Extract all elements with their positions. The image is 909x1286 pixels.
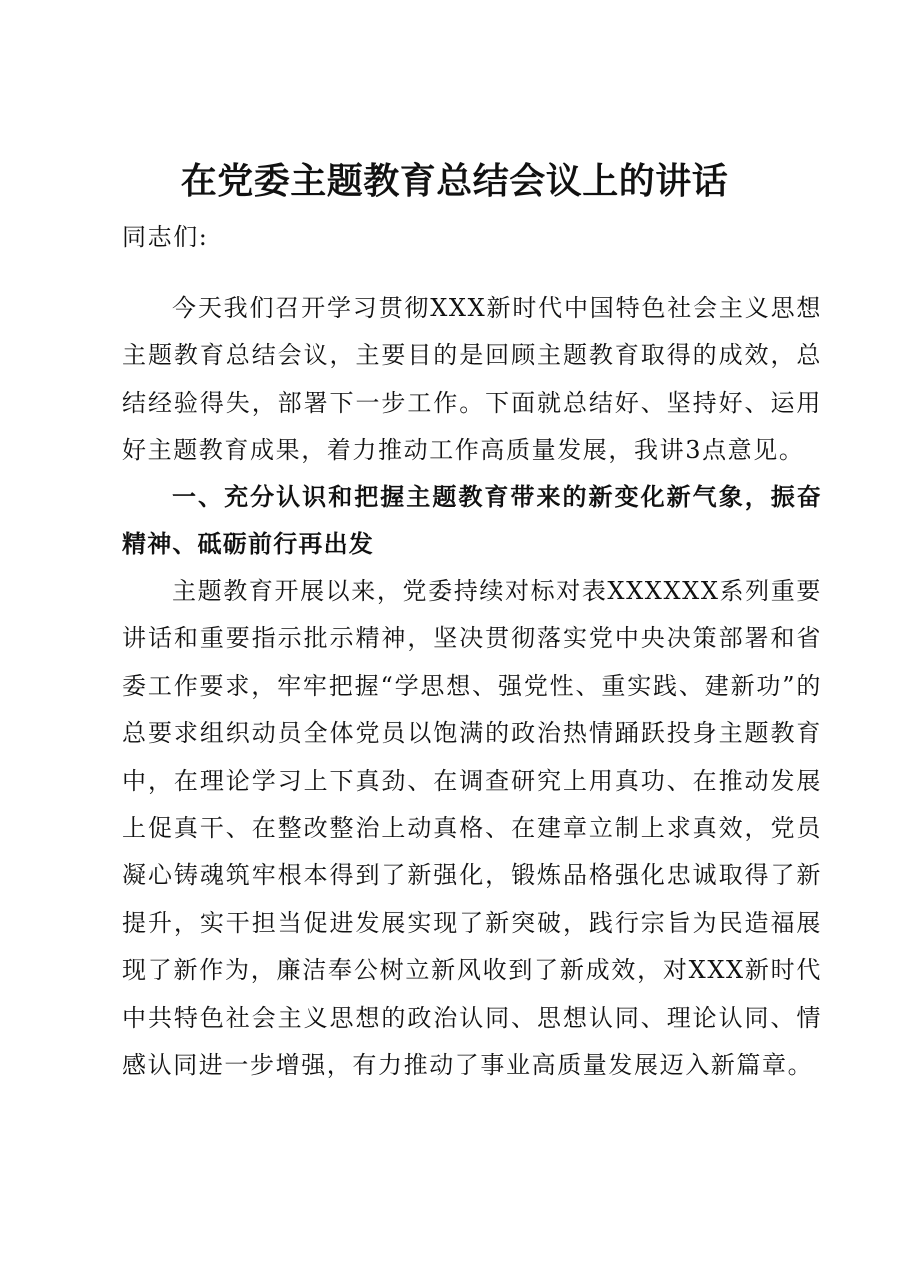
section-heading-1: 一、充分认识和把握主题教育带来的新变化新气象，振奋精神、砥砺前行再出发 [122, 483, 822, 559]
paragraph-intro: 今天我们召开学习贯彻XXX新时代中国特色社会主义思想主题教育总结会议，主要目的是回顾主题教育取得的成效，总结经验得失，部署下一步工作。下面就总结好、坚持好、运用好主题教育成果，着力推动工作高质量发展，我讲3点意见。 [122, 294, 822, 465]
document-title: 在党委主题教育总结会议上的讲话 [180, 160, 729, 202]
paragraph-section-1: 主题教育开展以来，党委持续对标对表XXXXXX系列重要讲话和重要指示批示精神，坚决贯彻落实党中央决策部署和省委工作要求，牢牢把握“学思想、强党性、重实践、建新功”的总要求组织动员全体党员以饱满的政治热情踊跃投身主题教育中，在理论学习上下真劲、在调查研究上用真功、在推动发展上促真干、在整改整治上动真格、在建章立制上求真效，党员凝心铸魂筑牢根本得到了新强化，锻炼品格强化忠诚取得了新提升，实干担当促进发展实现了新突破，践行宗旨为民造福展现了新作为，廉洁奉公树立新风收到了新成效，对XXX新时代中共特色社会主义思想的政治认同、思想认同、理论认同、情感认同进一步增强，有力推动了事业高质量发展迈入新篇章。 [122, 577, 822, 1080]
greeting: 同志们: [122, 223, 209, 251]
